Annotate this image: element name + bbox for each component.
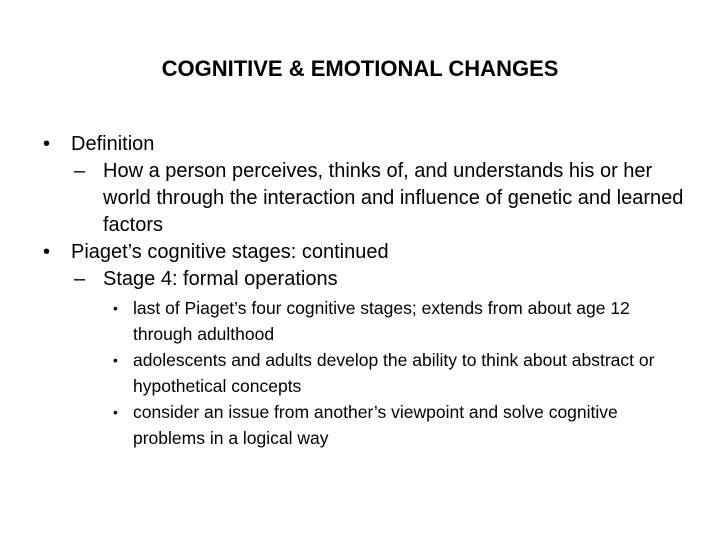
bullet-marker: •: [43, 241, 51, 263]
bullet-marker: •: [113, 352, 118, 368]
bullet-marker: •: [43, 133, 51, 155]
detail-text: consider an issue from another’s viewpoint and solve cognitive problems in a logical way: [133, 402, 618, 448]
bullet-text: Piaget’s cognitive stages: continued: [71, 241, 389, 263]
detail-item: [43, 347, 693, 399]
dash-marker: –: [74, 160, 86, 182]
bullet-marker: •: [113, 300, 118, 316]
slide-content: [43, 131, 693, 451]
bullet-marker: •: [113, 404, 118, 420]
sub-bullet-definition-detail: [43, 158, 693, 239]
bullet-definition: [43, 131, 693, 158]
bullet-piaget-stages: [43, 239, 693, 266]
detail-text: last of Piaget’s four cognitive stages; extends from about age 12 through adulthood: [133, 298, 630, 344]
slide-title: COGNITIVE & EMOTIONAL CHANGES: [161, 56, 559, 81]
detail-item: [43, 295, 693, 347]
detail-item: [43, 399, 693, 451]
sub-bullet-stage-4: [43, 266, 693, 293]
bullet-text: Definition: [71, 133, 155, 155]
sub-bullet-text: Stage 4: formal operations: [103, 268, 338, 290]
sub-bullet-text: How a person perceives, thinks of, and understands his or her world through the interaction and influence of genetic and learned factors: [103, 160, 684, 236]
detail-text: adolescents and adults develop the ability to think about abstract or hypothetical concepts: [133, 350, 655, 396]
dash-marker: –: [74, 268, 86, 290]
